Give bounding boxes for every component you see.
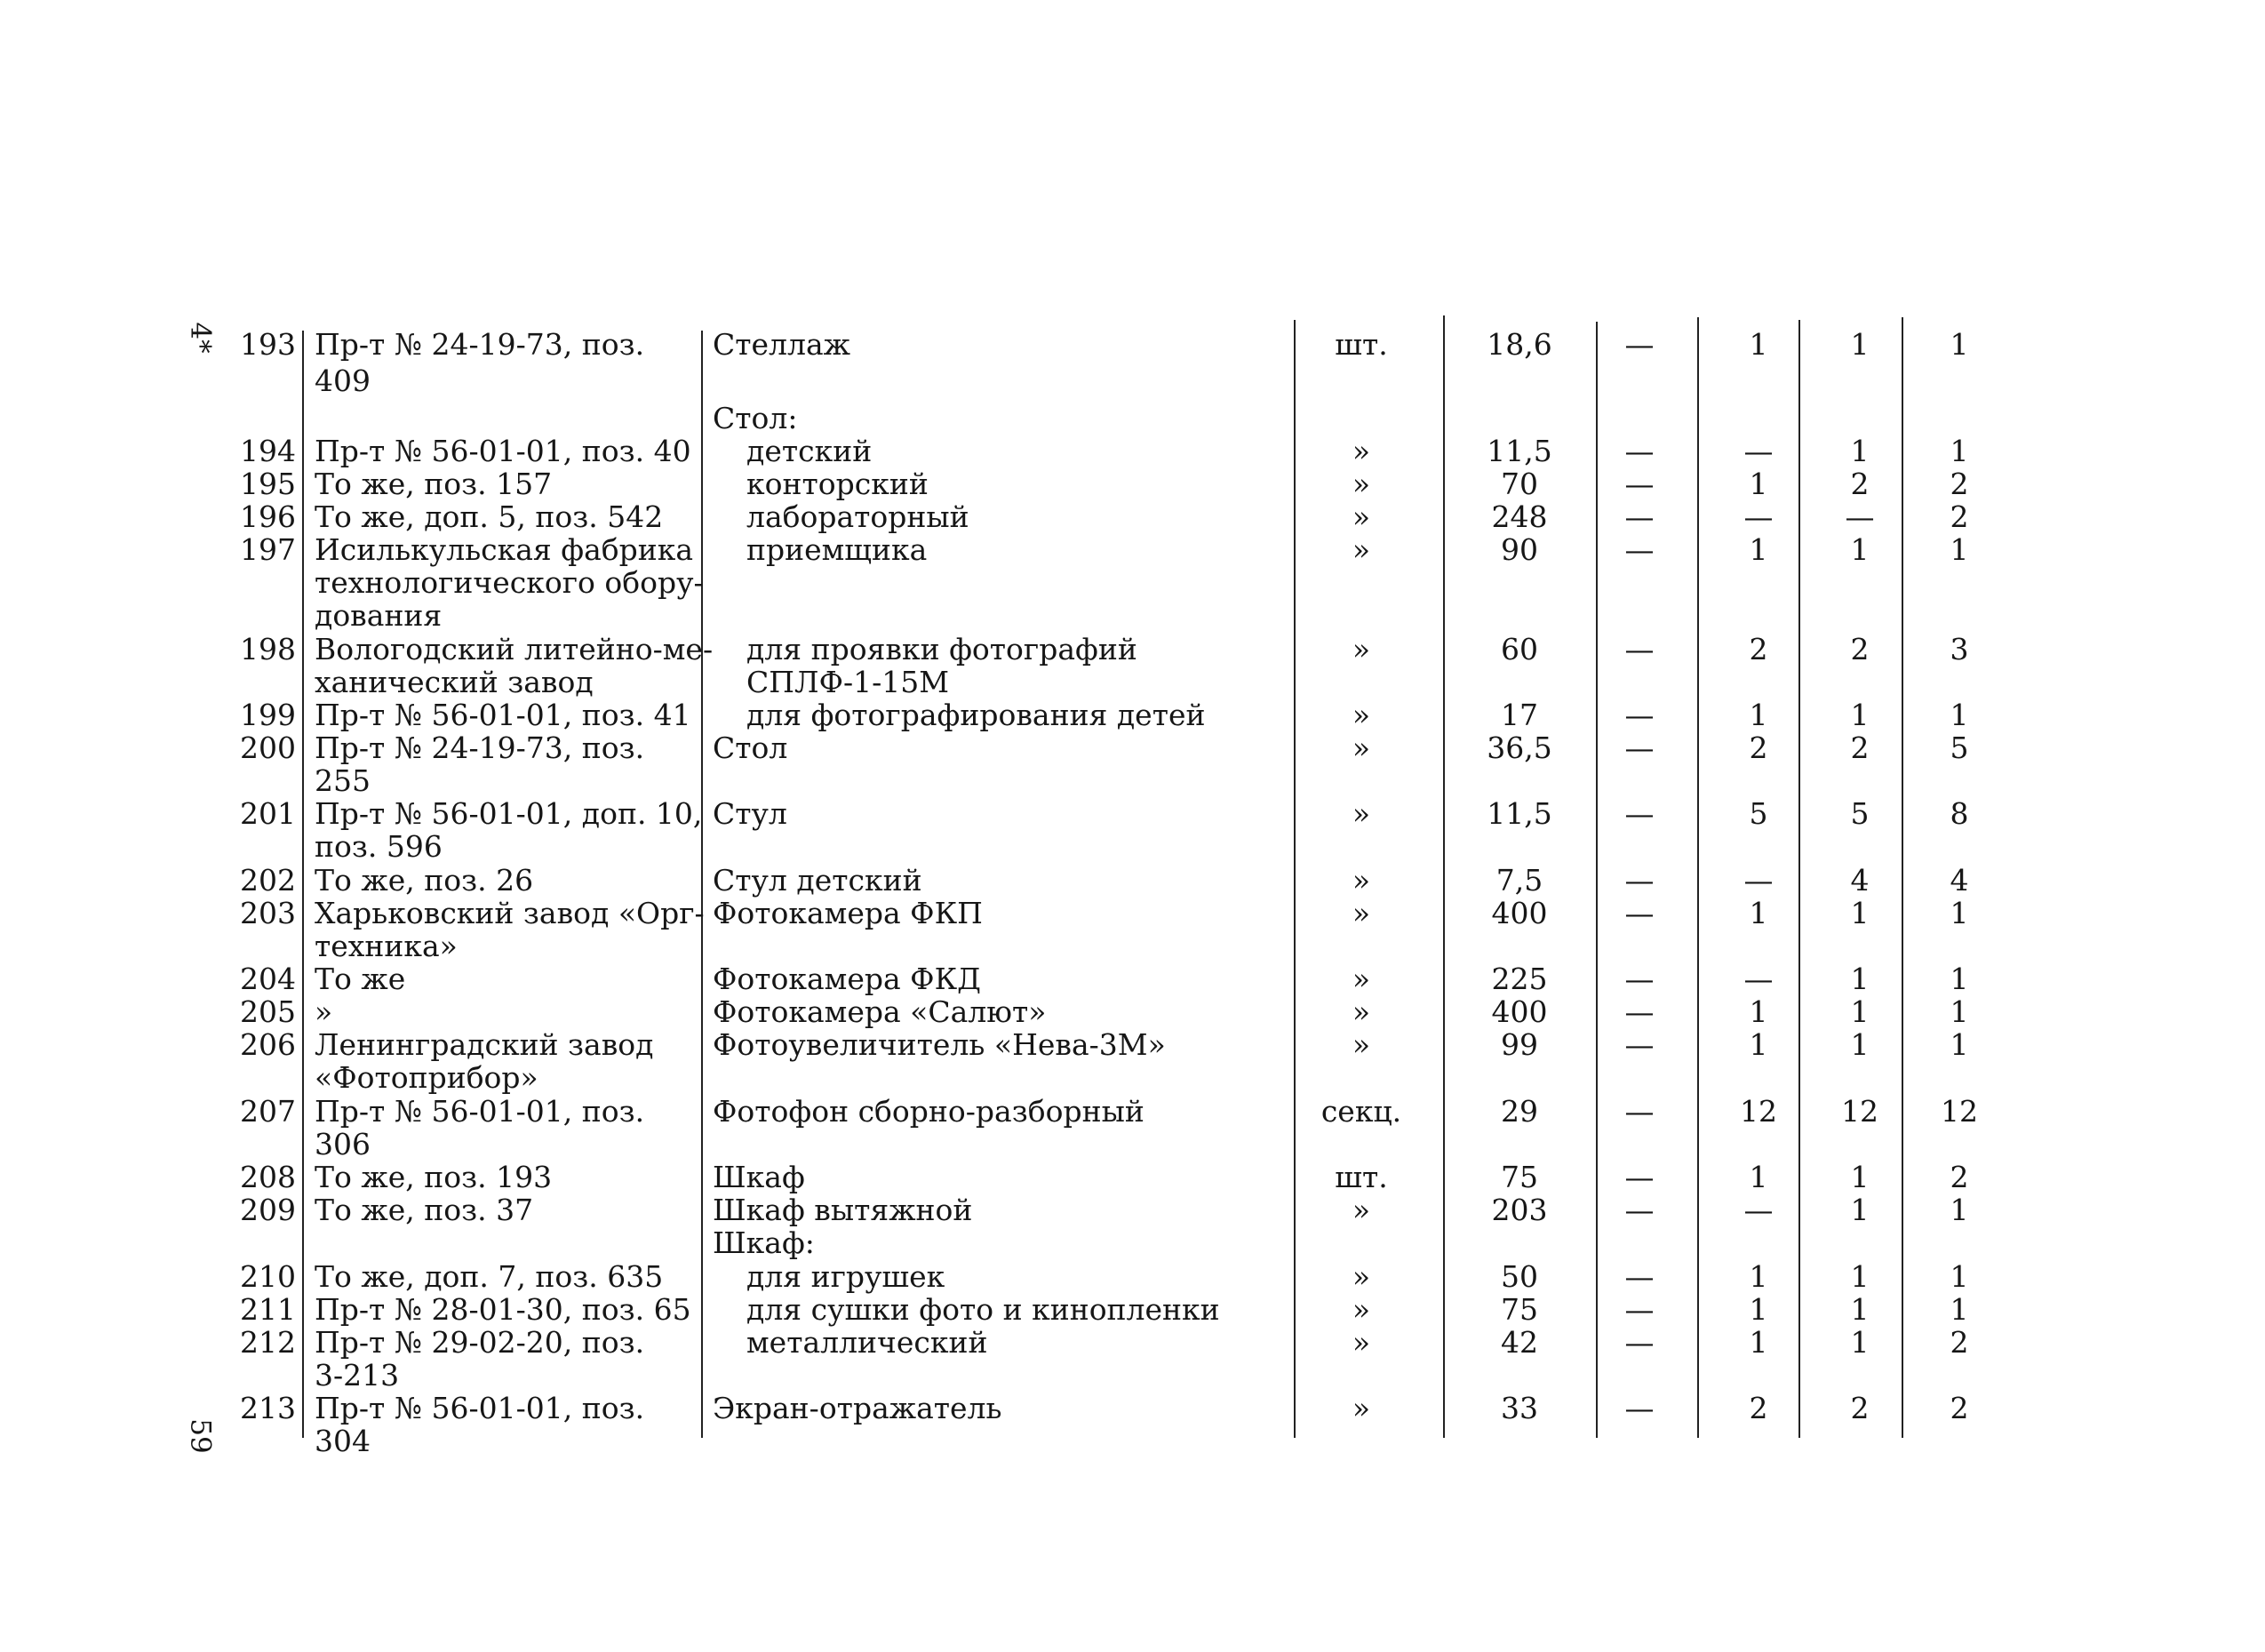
cell-item: Шкаф вытяжной — [713, 1193, 973, 1227]
cell-price: 17 — [1501, 698, 1538, 732]
table-row — [0, 500, 2265, 533]
cell-num: 207 — [240, 1094, 296, 1129]
cell-item: для сушки фото и кинопленки — [746, 1292, 1220, 1327]
cell-item: Шкаф — [713, 1160, 805, 1194]
cell-q1: 1 — [1749, 467, 1768, 501]
cell-q3: 2 — [1950, 499, 1969, 534]
cell-q2: 2 — [1850, 730, 1870, 765]
cell-unit: » — [1352, 1193, 1371, 1227]
cell-item: для фотографирования детей — [746, 698, 1206, 732]
cell-q1: 2 — [1749, 632, 1768, 666]
table-row — [0, 1193, 2265, 1226]
cell-unit: » — [1352, 434, 1371, 468]
cell-dash: — — [1624, 730, 1655, 765]
cell-item: Фотоувеличитель «Нева-3М» — [713, 1027, 1166, 1062]
cell-q1: 2 — [1749, 1391, 1768, 1425]
cell-src: 255 — [315, 763, 371, 798]
table-row — [0, 897, 2265, 930]
table-row — [0, 1226, 2265, 1259]
table-row — [0, 962, 2265, 995]
cell-dash: — — [1624, 1193, 1655, 1227]
cell-q3: 1 — [1950, 994, 1969, 1029]
cell-unit: » — [1352, 698, 1371, 732]
cell-num: 209 — [240, 1193, 296, 1227]
cell-price: 42 — [1501, 1325, 1538, 1360]
cell-q3: 1 — [1950, 1292, 1969, 1327]
cell-q3: 1 — [1950, 698, 1969, 732]
cell-price: 50 — [1501, 1259, 1538, 1294]
cell-num: 205 — [240, 994, 296, 1029]
table-row — [0, 1392, 2265, 1425]
cell-q2: 4 — [1850, 863, 1870, 898]
cell-q1: 5 — [1749, 796, 1768, 831]
table-row — [0, 864, 2265, 897]
cell-src: То же, поз. 157 — [315, 467, 553, 501]
cell-item: Фотокамера ФКД — [713, 962, 981, 996]
cell-src: То же, доп. 5, поз. 542 — [315, 499, 664, 534]
cell-unit: шт. — [1335, 1160, 1388, 1194]
table-row — [0, 1128, 2265, 1161]
cell-unit: » — [1352, 1292, 1371, 1327]
cell-q2: 1 — [1850, 434, 1870, 468]
cell-q1: — — [1743, 499, 1774, 534]
cell-q1: 1 — [1749, 532, 1768, 567]
cell-price: 400 — [1491, 896, 1548, 930]
cell-unit: шт. — [1335, 327, 1388, 362]
cell-src: дования — [315, 598, 443, 633]
cell-price: 18,6 — [1487, 327, 1552, 362]
cell-unit: » — [1352, 1391, 1371, 1425]
table-row — [0, 402, 2265, 435]
table-row — [0, 1359, 2265, 1392]
cell-q2: 1 — [1850, 1193, 1870, 1227]
cell-item: СПЛФ-1-15М — [746, 665, 950, 699]
cell-price: 33 — [1501, 1391, 1538, 1425]
cell-q2: 1 — [1850, 532, 1870, 567]
cell-price: 29 — [1501, 1094, 1538, 1129]
cell-price: 75 — [1501, 1292, 1538, 1327]
table-row — [0, 1061, 2265, 1094]
table-row — [0, 1028, 2265, 1061]
cell-src: Пр-т № 56-01-01, поз. 40 — [315, 434, 691, 468]
cell-unit: » — [1352, 730, 1371, 765]
cell-item: для игрушек — [746, 1259, 945, 1294]
cell-q2: 1 — [1850, 962, 1870, 996]
cell-q1: — — [1743, 1193, 1774, 1227]
table-row — [0, 731, 2265, 764]
cell-q3: 5 — [1950, 730, 1969, 765]
cell-num: 199 — [240, 698, 296, 732]
cell-q3: 1 — [1950, 962, 1969, 996]
cell-q1: 1 — [1749, 1325, 1768, 1360]
cell-item: Фотофон сборно-разборный — [713, 1094, 1144, 1129]
cell-q3: 12 — [1941, 1094, 1978, 1129]
cell-dash: — — [1624, 994, 1655, 1029]
cell-dash: — — [1624, 532, 1655, 567]
cell-q1: 1 — [1749, 1027, 1768, 1062]
cell-dash: — — [1624, 1160, 1655, 1194]
cell-num: 204 — [240, 962, 296, 996]
cell-src: Пр-т № 29-02-20, поз. — [315, 1325, 645, 1360]
cell-src: Пр-т № 24-19-73, поз. — [315, 730, 645, 765]
cell-q3: 1 — [1950, 434, 1969, 468]
cell-q3: 1 — [1950, 327, 1969, 362]
cell-dash: — — [1624, 796, 1655, 831]
cell-unit: » — [1352, 467, 1371, 501]
cell-unit: » — [1352, 962, 1371, 996]
cell-num: 194 — [240, 434, 296, 468]
cell-unit: » — [1352, 896, 1371, 930]
table-row — [0, 1293, 2265, 1326]
cell-src: Пр-т № 28-01-30, поз. 65 — [315, 1292, 691, 1327]
cell-num: 200 — [240, 730, 296, 765]
cell-q3: 2 — [1950, 467, 1969, 501]
table-row — [0, 1260, 2265, 1293]
cell-src: То же — [315, 962, 406, 996]
cell-q3: 1 — [1950, 1193, 1969, 1227]
cell-q1: 1 — [1749, 1292, 1768, 1327]
cell-src: ханический завод — [315, 665, 594, 699]
cell-price: 248 — [1491, 499, 1548, 534]
cell-price: 75 — [1501, 1160, 1538, 1194]
cell-q2: 1 — [1850, 1325, 1870, 1360]
cell-num: 211 — [240, 1292, 296, 1327]
cell-dash: — — [1624, 1259, 1655, 1294]
cell-price: 7,5 — [1495, 863, 1543, 898]
cell-src: Вологодский литейно-ме- — [315, 632, 714, 666]
cell-unit: » — [1352, 863, 1371, 898]
cell-src: Пр-т № 56-01-01, поз. — [315, 1094, 645, 1129]
table-row — [0, 467, 2265, 500]
cell-num: 206 — [240, 1027, 296, 1062]
cell-src: техника» — [315, 929, 458, 963]
cell-q3: 1 — [1950, 532, 1969, 567]
cell-item: металлический — [746, 1325, 988, 1360]
cell-q2: 12 — [1841, 1094, 1878, 1129]
cell-q3: 2 — [1950, 1160, 1969, 1194]
table-row — [0, 830, 2265, 863]
cell-dash: — — [1624, 327, 1655, 362]
table-row — [0, 633, 2265, 666]
cell-q1: 1 — [1749, 1259, 1768, 1294]
cell-q2: 1 — [1850, 327, 1870, 362]
cell-src: Харьковский завод «Орг- — [315, 896, 705, 930]
cell-price: 36,5 — [1487, 730, 1552, 765]
cell-src: Ленинградский завод — [315, 1027, 654, 1062]
cell-q2: 2 — [1850, 467, 1870, 501]
cell-price: 60 — [1501, 632, 1538, 666]
cell-num: 203 — [240, 896, 296, 930]
cell-q1: 1 — [1749, 1160, 1768, 1194]
cell-src: Пр-т № 56-01-01, доп. 10, — [315, 796, 703, 831]
cell-src: «Фотоприбор» — [315, 1060, 538, 1095]
cell-unit: » — [1352, 1259, 1371, 1294]
cell-item: Стул — [713, 796, 787, 831]
cell-q1: — — [1743, 962, 1774, 996]
cell-q1: 12 — [1740, 1094, 1777, 1129]
cell-dash: — — [1624, 434, 1655, 468]
cell-q2: 1 — [1850, 994, 1870, 1029]
cell-q1: — — [1743, 863, 1774, 898]
cell-dash: — — [1624, 499, 1655, 534]
cell-src: Пр-т № 56-01-01, поз. — [315, 1391, 645, 1425]
cell-unit: секц. — [1320, 1094, 1402, 1129]
cell-q2: 2 — [1850, 1391, 1870, 1425]
cell-price: 99 — [1501, 1027, 1538, 1062]
cell-item: Фотокамера ФКП — [713, 896, 983, 930]
cell-q3: 4 — [1950, 863, 1969, 898]
cell-src: То же, поз. 26 — [315, 863, 534, 898]
cell-dash: — — [1624, 896, 1655, 930]
cell-src: 304 — [315, 1424, 371, 1458]
table-row — [0, 698, 2265, 731]
cell-dash: — — [1624, 1292, 1655, 1327]
cell-q2: 2 — [1850, 632, 1870, 666]
page-number: 59 — [184, 1418, 217, 1454]
cell-num: 210 — [240, 1259, 296, 1294]
cell-num: 212 — [240, 1325, 296, 1360]
cell-q3: 3 — [1950, 632, 1969, 666]
cell-item: лабораторный — [746, 499, 969, 534]
cell-item: для проявки фотографий — [746, 632, 1137, 666]
cell-src: » — [315, 994, 333, 1029]
cell-q3: 1 — [1950, 1259, 1969, 1294]
table-row — [0, 1326, 2265, 1359]
cell-price: 11,5 — [1487, 434, 1552, 468]
cell-dash: — — [1624, 1391, 1655, 1425]
cell-src: технологического обору- — [315, 565, 704, 600]
cell-num: 201 — [240, 796, 296, 831]
table-row — [0, 764, 2265, 797]
table-row — [0, 797, 2265, 830]
cell-q2: 1 — [1850, 698, 1870, 732]
cell-q3: 1 — [1950, 896, 1969, 930]
cell-unit: » — [1352, 532, 1371, 567]
cell-item: Фотокамера «Салют» — [713, 994, 1047, 1029]
cell-q1: 1 — [1749, 698, 1768, 732]
table-row — [0, 1161, 2265, 1193]
cell-num: 202 — [240, 863, 296, 898]
cell-q2: 1 — [1850, 1292, 1870, 1327]
cell-item: Стул детский — [713, 863, 922, 898]
cell-num: 196 — [240, 499, 296, 534]
cell-dash: — — [1624, 632, 1655, 666]
cell-q2: 1 — [1850, 1259, 1870, 1294]
cell-price: 70 — [1501, 467, 1538, 501]
cell-item: Стеллаж — [713, 327, 850, 362]
cell-dash: — — [1624, 1094, 1655, 1129]
cell-dash: — — [1624, 863, 1655, 898]
cell-price: 11,5 — [1487, 796, 1552, 831]
table-row — [0, 328, 2265, 361]
cell-num: 193 — [240, 327, 296, 362]
cell-unit: » — [1352, 1325, 1371, 1360]
table-row — [0, 566, 2265, 599]
table-row — [0, 599, 2265, 632]
cell-src: Пр-т № 24-19-73, поз. — [315, 327, 645, 362]
cell-price: 90 — [1501, 532, 1538, 567]
cell-q1: 1 — [1749, 327, 1768, 362]
cell-item: Стол: — [713, 401, 798, 435]
cell-q3: 2 — [1950, 1391, 1969, 1425]
cell-src: То же, поз. 37 — [315, 1193, 534, 1227]
cell-src: Исилькульская фабрика — [315, 532, 694, 567]
cell-unit: » — [1352, 1027, 1371, 1062]
cell-item: конторский — [746, 467, 929, 501]
cell-dash: — — [1624, 962, 1655, 996]
table-row — [0, 1095, 2265, 1128]
table-row — [0, 533, 2265, 566]
cell-num: 213 — [240, 1391, 296, 1425]
cell-src: То же, поз. 193 — [315, 1160, 553, 1194]
cell-src: То же, доп. 7, поз. 635 — [315, 1259, 664, 1294]
cell-src: поз. 596 — [315, 829, 443, 864]
cell-src: 409 — [315, 363, 371, 398]
cell-src: 306 — [315, 1127, 371, 1161]
cell-q3: 1 — [1950, 1027, 1969, 1062]
cell-unit: » — [1352, 796, 1371, 831]
cell-num: 208 — [240, 1160, 296, 1194]
cell-q2: 1 — [1850, 1160, 1870, 1194]
table-row — [0, 1425, 2265, 1457]
page-mark-top: 4* — [184, 322, 217, 354]
table-row — [0, 995, 2265, 1028]
cell-q1: 1 — [1749, 896, 1768, 930]
cell-q3: 2 — [1950, 1325, 1969, 1360]
cell-q1: — — [1743, 434, 1774, 468]
cell-dash: — — [1624, 1325, 1655, 1360]
cell-unit: » — [1352, 499, 1371, 534]
cell-unit: » — [1352, 994, 1371, 1029]
cell-dash: — — [1624, 698, 1655, 732]
cell-price: 203 — [1491, 1193, 1548, 1227]
table-row — [0, 666, 2265, 698]
cell-item: Шкаф: — [713, 1225, 815, 1260]
cell-price: 225 — [1491, 962, 1548, 996]
cell-dash: — — [1624, 467, 1655, 501]
table-row — [0, 435, 2265, 467]
cell-num: 198 — [240, 632, 296, 666]
cell-item: Стол — [713, 730, 788, 765]
cell-q2: 5 — [1850, 796, 1870, 831]
cell-q3: 8 — [1950, 796, 1969, 831]
table-row — [0, 364, 2265, 397]
cell-unit: » — [1352, 632, 1371, 666]
cell-q2: — — [1845, 499, 1875, 534]
cell-dash: — — [1624, 1027, 1655, 1062]
cell-item: приемщика — [746, 532, 928, 567]
cell-q2: 1 — [1850, 1027, 1870, 1062]
cell-num: 197 — [240, 532, 296, 567]
cell-item: Экран-отражатель — [713, 1391, 1002, 1425]
cell-src: 3-213 — [315, 1358, 400, 1393]
cell-q2: 1 — [1850, 896, 1870, 930]
cell-q1: 1 — [1749, 994, 1768, 1029]
cell-src: Пр-т № 56-01-01, поз. 41 — [315, 698, 691, 732]
cell-price: 400 — [1491, 994, 1548, 1029]
table-row — [0, 930, 2265, 962]
cell-item: детский — [746, 434, 873, 468]
cell-q1: 2 — [1749, 730, 1768, 765]
cell-num: 195 — [240, 467, 296, 501]
